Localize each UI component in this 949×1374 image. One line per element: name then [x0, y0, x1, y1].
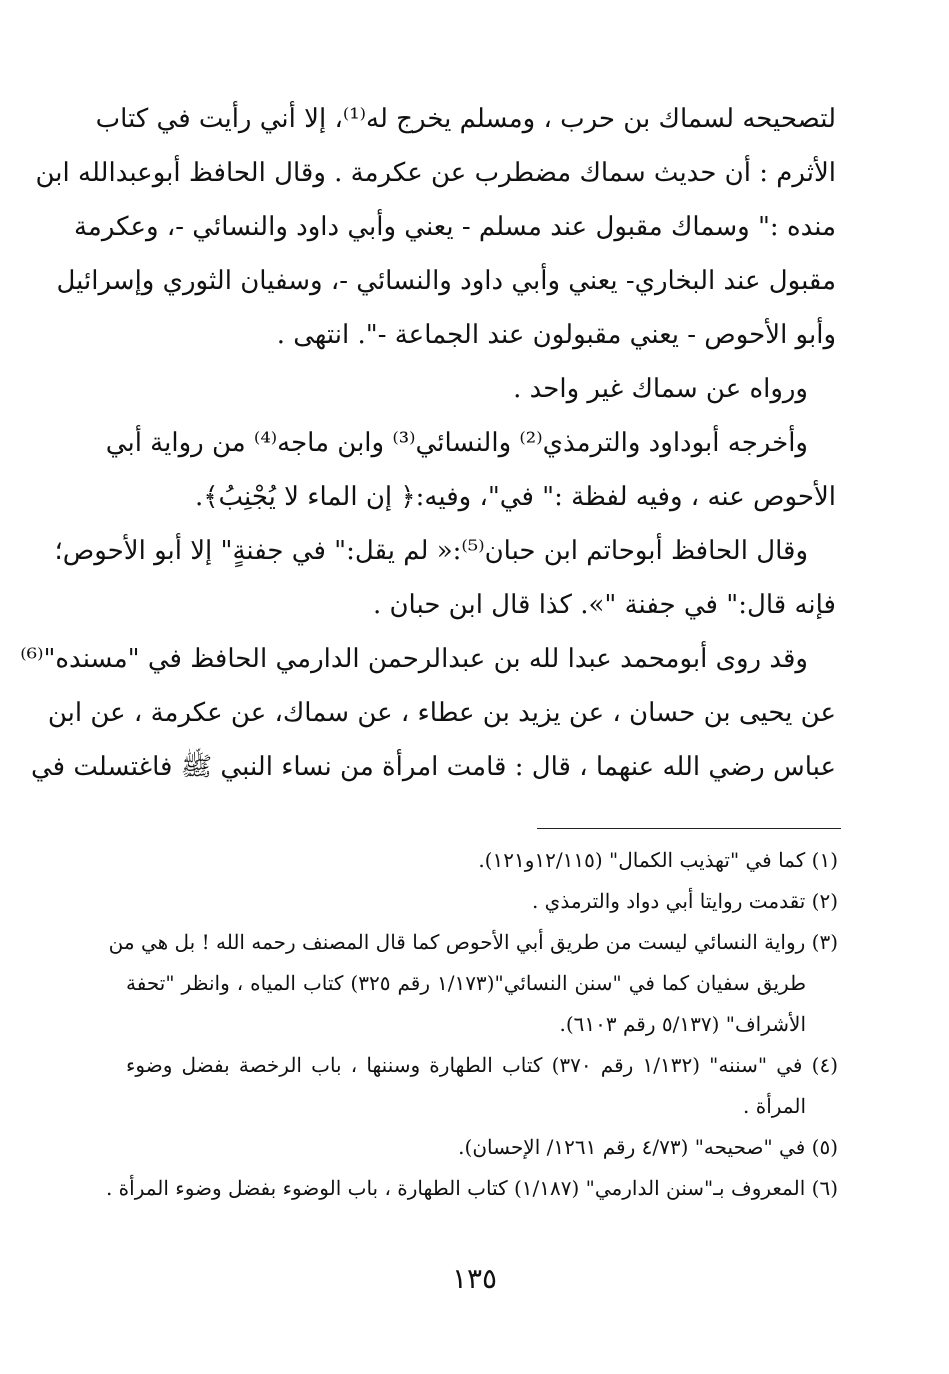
main-text-line: مقبول عند البخاري- يعني وأبي داود والنسائي -، وسفيان الثوري وإسرائيل: [56, 266, 836, 296]
main-text-line: الأحوص عنه ، وفيه لفظة :" في"، وفيه:﴿ إن الماء لا يُجْنِبُ﴾.: [195, 482, 836, 512]
main-text-line: وأبو الأحوص - يعني مقبولون عند الجماعة -". انتهى .: [276, 320, 836, 350]
footnote-divider: [537, 828, 841, 829]
footnote-line: (٢) تقدمت روايتا أبي دواد والترمذي .: [531, 889, 838, 913]
main-text-block: [20, 92, 836, 794]
main-text-line: منده :" وسماك مقبول عند مسلم - يعني وأبي داود والنسائي -، وعكرمة: [73, 212, 836, 242]
footnote-line: الأشراف" (٥/١٣٧ رقم ٦١٠٣).: [559, 1012, 806, 1036]
footnote-line: (١) كما في "تهذيب الكمال" (١٢/١١٥و١٢١).: [478, 848, 838, 872]
main-text-line: وأخرجه أبوداود والترمذي⁽²⁾ والنسائي⁽³⁾ وابن ماجه⁽⁴⁾ من رواية أبي: [105, 428, 808, 458]
footnote-line: (٥) في "صحيحه" (٤/٧٣ رقم ١٢٦١/ الإحسان).: [458, 1135, 838, 1159]
main-text-line: وقال الحافظ أبوحاتم ابن حبان⁽⁵⁾:« لم يقل:" في جفنةٍ" إلا أبو الأحوص؛: [54, 536, 808, 566]
footnotes-block: [105, 840, 839, 1209]
main-text-line: ورواه عن سماك غير واحد .: [513, 374, 808, 404]
main-text-line: الأثرم : أن حديث سماك مضطرب عن عكرمة . وقال الحافظ أبوعبدالله ابن: [35, 158, 836, 188]
footnote-line: (٤) في "سننه" (١/١٣٢ رقم ٣٧٠) كتاب الطهارة وسننها ، باب الرخصة بفضل وضوء: [126, 1053, 839, 1077]
footnote-line: (٣) رواية النسائي ليست من طريق أبي الأحوص كما قال المصنف رحمه الله ! بل هي من: [108, 930, 838, 954]
main-text-line: فإنه قال:" في جفنة "». كذا قال ابن حبان .: [372, 590, 836, 620]
main-text-line: لتصحيحه لسماك بن حرب ، ومسلم يخرج له⁽¹⁾، إلا أني رأيت في كتاب: [95, 104, 836, 134]
page-number: ١٣٥: [451, 1262, 498, 1295]
footnote-line: (٦) المعروف بـ"سنن الدارمي" (١/١٨٧) كتاب الطهارة ، باب الوضوء بفضل وضوء المرأة .: [105, 1176, 838, 1200]
footnote-line: طريق سفيان كما في "سنن النسائي"(١/١٧٣ رقم ٣٢٥) كتاب المياه ، وانظر "تحفة: [126, 971, 806, 995]
main-text-line: عن يحيى بن حسان ، عن يزيد بن عطاء ، عن سماك، عن عكرمة ، عن ابن: [47, 698, 836, 728]
main-text-line: وقد روى أبومحمد عبدا لله بن عبدالرحمن الدارمي الحافظ في "مسنده"⁽⁶⁾: [20, 644, 808, 674]
main-text-line: عباس رضي الله عنهما ، قال : قامت امرأة من نساء النبي ﷺ فاغتسلت في: [31, 752, 836, 782]
footnote-line: المرأة .: [743, 1094, 806, 1118]
